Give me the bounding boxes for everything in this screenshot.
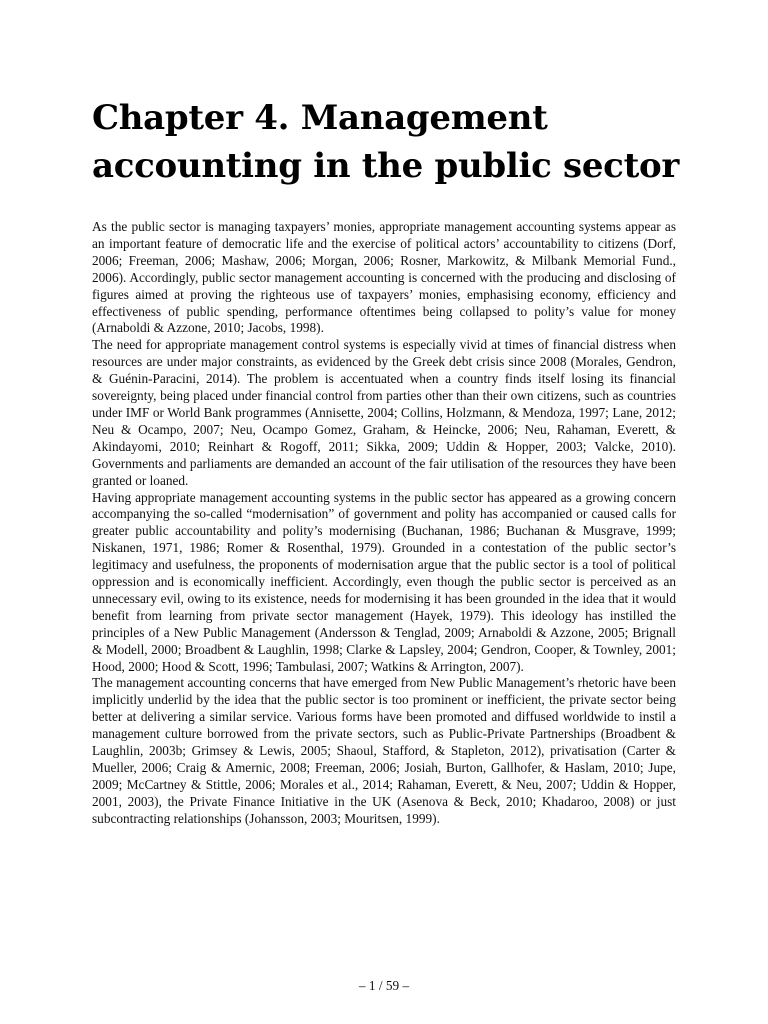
page-number: – 1 / 59 – [358,978,410,993]
paragraph-1: As the public sector is managing taxpayers’ monies, appropriate management accounting systems appear as an important feature of democratic life and the exercise of political actors’ accountability to citizens (Dorf, 2006; Freeman, 2006; Mashaw, 2006; Morgan, 2006; Rosner, Markowitz, & Milbank Memorial Fund., 2006). Accordingly, public sector management accounting is concerned with the producing and disclosing of figures aimed at proving the righteous use of taxpayers’ monies, emphasising economy, efficiency and effectiveness of public spending, performance oftentimes being collapsed to polity’s value for money (Arnaboldi & Azzone, 2010; Jacobs, 1998). [92,219,676,336]
paragraph-2: The need for appropriate management control systems is especially vivid at times of financial distress when resources are under major constraints, as evidenced by the Greek debt crisis since 2008 (Morales, Gendron, & Guénin-Paracini, 2014). The problem is accentuated when a country finds itself losing its financial sovereignty, being placed under financial control from parties other than their own citizens, such as countries under IMF or World Bank programmes (Annisette, 2004; Collins, Holzmann, & Mendoza, 1997; Lane, 2012; Neu & Ocampo, 2007; Neu, Ocampo Gomez, Graham, & Heincke, 2006; Neu, Rahaman, Everett, & Akindayomi, 2010; Reinhart & Rogoff, 2011; Sikka, 2009; Uddin & Hopper, 2003; Valcke, 2010). Governments and parliaments are demanded an account of the fair utilisation of the resources they have been granted or loaned. [92,337,676,488]
paragraph-4: The management accounting concerns that have emerged from New Public Management’s rhetoric have been implicitly underlid by the idea that the public sector is too prominent or inefficient, the private sector being better at delivering a similar service. Various forms have been promoted and diffused worldwide to instil a management culture borrowed from the private sectors, such as Public-Private Partnerships (Broadbent & Laughlin, 2003b; Grimsey & Lewis, 2005; Shaoul, Stafford, & Stapleton, 2012), privatisation (Carter & Mueller, 2006; Craig & Amernic, 2008; Freeman, 2006; Josiah, Burton, Gallhofer, & Haslam, 2010; Jupe, 2009; McCartney & Stittle, 2006; Morales et al., 2014; Rahaman, Everett, & Neu, 2007; Uddin & Hopper, 2001, 2003), the Private Finance Initiative in the UK (Asenova & Beck, 2010; Khadaroo, 2008) or just subcontracting relationships (Johansson, 2003; Mouritsen, 1999). [92,675,676,826]
body-text [92,219,676,828]
paragraph-3: Having appropriate management accounting systems in the public sector has appeared as a growing concern accompanying the so-called “modernisation” of government and polity has accompanied or caused calls for greater public accountability and polity’s modernising (Buchanan, 1986; Buchanan & Musgrave, 1999; Niskanen, 1971, 1986; Romer & Rosenthal, 1979). Grounded in a contestation of the public sector’s legitimacy and usefulness, the proponents of modernisation argue that the public sector is a tool of political oppression and is economically inefficient. Accordingly, even though the public sector is perceived as an unnecessary evil, owing to its existence, needs for modernising it has been grounded in the idea that it would benefit from learning from private sector management (Hayek, 1979). This ideology has instilled the principles of a New Public Management (Andersson & Tenglad, 2009; Arnaboldi & Azzone, 2005; Brignall & Modell, 2000; Broadbent & Laughlin, 1998; Clarke & Lapsley, 2004; Gendron, Cooper, & Townley, 2001; Hood, 2000; Hood & Scott, 1996; Tambulasi, 2007; Watkins & Arrington, 2007). [92,489,676,674]
chapter-title: Chapter 4. Management accounting in the public sector [92,98,679,186]
